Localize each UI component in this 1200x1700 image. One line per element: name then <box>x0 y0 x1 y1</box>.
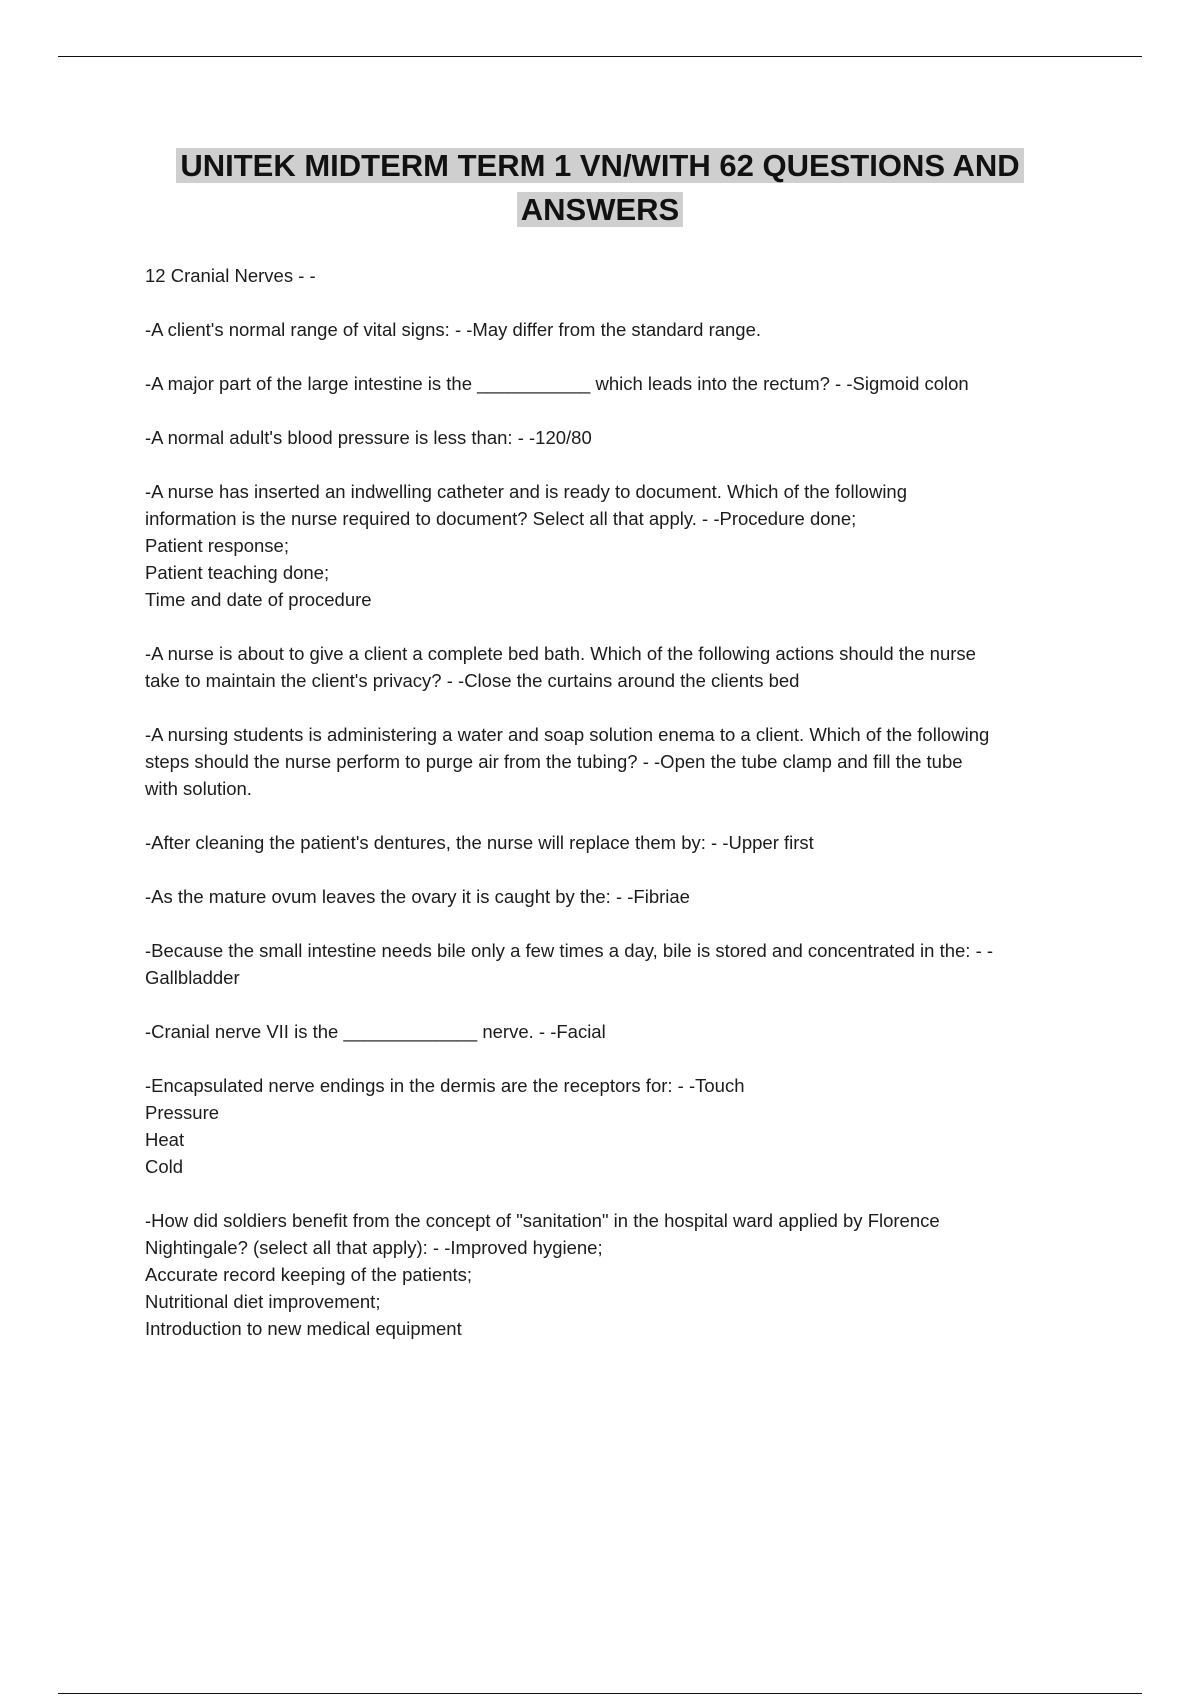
qa-entry-line: with solution. <box>145 778 252 799</box>
qa-entry-line: -A normal adult's blood pressure is less than: - -120/80 <box>145 427 592 448</box>
footer-rule <box>58 1693 1142 1694</box>
qa-entry-line: -Cranial nerve VII is the _____________ nerve. - -Facial <box>145 1021 606 1042</box>
qa-entry <box>145 1072 1095 1180</box>
qa-entry-line: -As the mature ovum leaves the ovary it is caught by the: - -Fibriae <box>145 886 690 907</box>
qa-entry <box>145 316 1095 343</box>
qa-entry-line: Accurate record keeping of the patients; <box>145 1264 473 1285</box>
qa-entry-line: -Because the small intestine needs bile only a few times a day, bile is stored and concentrated in the: - - <box>145 940 994 961</box>
qa-entry-line: -After cleaning the patient's dentures, the nurse will replace them by: - -Upper first <box>145 832 814 853</box>
qa-entry <box>145 370 1095 397</box>
qa-entry <box>145 424 1095 451</box>
qa-entry-line: Gallbladder <box>145 967 240 988</box>
qa-entry-line: information is the nurse required to document? Select all that apply. - -Procedure done; <box>145 508 857 529</box>
qa-entry-line: -Encapsulated nerve endings in the dermis are the receptors for: - -Touch <box>145 1075 745 1096</box>
qa-entry-line: -A nurse has inserted an indwelling catheter and is ready to document. Which of the following <box>145 481 908 502</box>
qa-entry <box>145 640 1095 694</box>
qa-entry <box>145 721 1095 802</box>
qa-entry <box>145 829 1095 856</box>
qa-entry-line: steps should the nurse perform to purge air from the tubing? - -Open the tube clamp and fill the tube <box>145 751 963 772</box>
qa-entry-line: Time and date of procedure <box>145 589 372 610</box>
qa-entry-line: Pressure <box>145 1102 220 1123</box>
qa-entry-line: Nutritional diet improvement; <box>145 1291 381 1312</box>
qa-entry <box>145 1207 1095 1342</box>
qa-entry <box>145 1018 1095 1045</box>
question-answer-list <box>145 262 1095 1369</box>
title-line-2: ANSWERS <box>517 192 683 227</box>
qa-entry <box>145 937 1095 991</box>
qa-entry-line: -A major part of the large intestine is the ___________ which leads into the rectum? - -Sigmoid colon <box>145 373 969 394</box>
qa-entry <box>145 478 1095 613</box>
header-rule <box>58 56 1142 57</box>
qa-entry <box>145 262 1095 289</box>
qa-entry-line: take to maintain the client's privacy? - -Close the curtains around the clients bed <box>145 670 800 691</box>
qa-entry-line: -A client's normal range of vital signs: - -May differ from the standard range. <box>145 319 762 340</box>
document-title <box>0 144 1200 232</box>
qa-entry-line: Patient teaching done; <box>145 562 330 583</box>
qa-entry-line: Heat <box>145 1129 185 1150</box>
qa-entry-line: -A nursing students is administering a water and soap solution enema to a client. Which of the following <box>145 724 990 745</box>
qa-entry-line: -A nurse is about to give a client a complete bed bath. Which of the following actions should the nurse <box>145 643 976 664</box>
qa-entry-line: Nightingale? (select all that apply): - -Improved hygiene; <box>145 1237 603 1258</box>
qa-entry-line: Introduction to new medical equipment <box>145 1318 462 1339</box>
qa-entry-line: Cold <box>145 1156 184 1177</box>
qa-entry-line: Patient response; <box>145 535 289 556</box>
qa-entry-line: -How did soldiers benefit from the concept of "sanitation" in the hospital ward applied by Florence <box>145 1210 940 1231</box>
qa-entry <box>145 883 1095 910</box>
qa-entry-line: 12 Cranial Nerves - - <box>145 265 316 286</box>
title-line-1: UNITEK MIDTERM TERM 1 VN/WITH 62 QUESTIONS AND <box>176 148 1023 183</box>
